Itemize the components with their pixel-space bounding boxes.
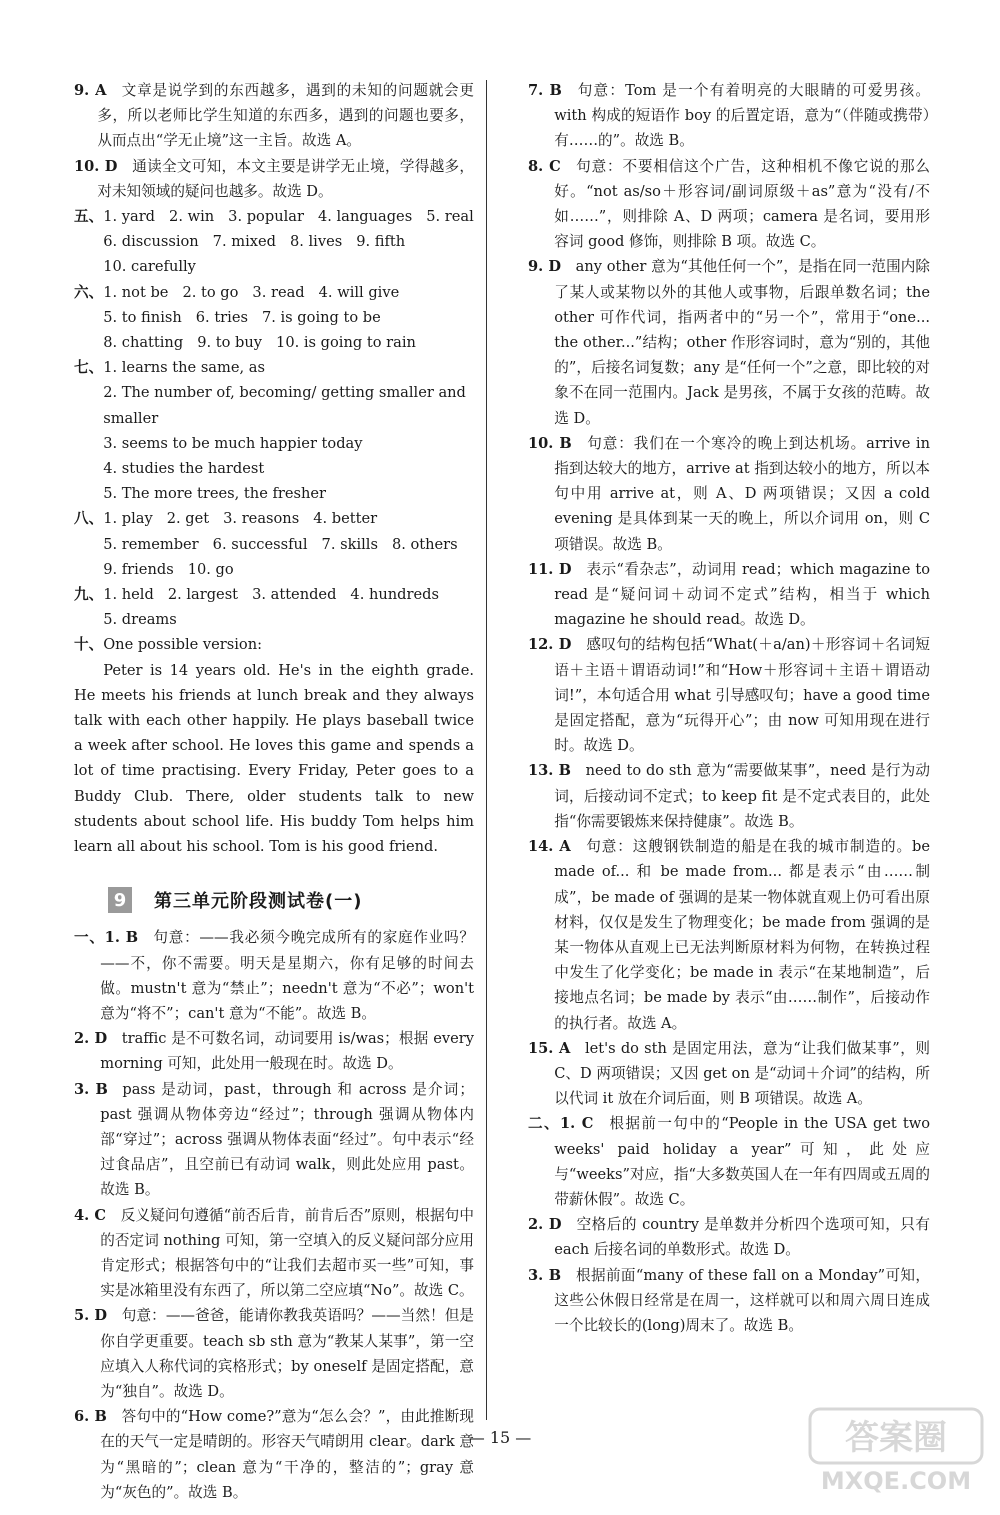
answer-word: 5. real (426, 208, 474, 226)
answer-label: 10. D (74, 157, 118, 175)
answer-explanation: 答句中的“How come?”意为“怎么会？”，由此推断现在的天气一定是晴朗的。形容天气晴朗用 clear。dark 意为“黑暗的”；clean 意为“干净的，整洁的”；gray 意为“灰色的”。故选 B。 (100, 1408, 475, 1501)
section-label: 五、 (74, 208, 104, 226)
answer-word: 1. not be (103, 283, 169, 301)
answer-item (528, 758, 930, 834)
section-label: 九、 (74, 586, 104, 604)
answer-explanation: 通读全文可知，本文主要是讲学无止境，学得越多，对未知领域的疑问也越多。故选 D。 (97, 157, 474, 200)
answer-word: 4. will give (318, 283, 400, 301)
answer-explanation: need to do sth 意为“需要做某事”，need 是行为动词，后接动词不定式；to keep fit 是不定式表目的，此处指“你需要锻炼来保持健康”。故选 B。 (554, 762, 930, 830)
answer-explanation: 句意：——我必须今晚完成所有的家庭作业吗？——不，你不需要。明天是星期六，你有足够的时间去做。mustn't 意为“禁止”；needn't 意为“不必”；won't 意为“将不”；can't 意为“不能”。故选 B。 (100, 929, 474, 1022)
answer-label: 9. A (74, 82, 107, 99)
answer-word: 6. discussion (103, 233, 199, 251)
answer-word: 7. is going to be (261, 308, 381, 326)
answer-word: 2. to go (182, 283, 239, 301)
answer-word: 9. friends (103, 560, 174, 578)
answer-word: 3. popular (228, 208, 304, 226)
answer-word: 7. skills (321, 535, 378, 553)
answer-word: 1. learns the same, as (103, 359, 265, 377)
answer-label: 2. D (528, 1216, 562, 1234)
answer-word: 3. attended (252, 586, 337, 604)
answer-section (74, 280, 474, 356)
answer-label: 二、1. C (528, 1115, 594, 1133)
answer-word: 1. yard (103, 208, 156, 226)
answer-explanation: 表示“看杂志”，动词用 read；which magazine to read 是“疑问词＋动词不定式”结构，相当于 which magazine he should read。故选 D。 (554, 560, 930, 629)
answer-word: 4. hundreds (350, 586, 439, 604)
answer-item (74, 925, 474, 1026)
answer-word: 10. carefully (103, 258, 196, 276)
answer-word: 6. successful (212, 535, 308, 553)
unit-title: 第三单元阶段测试卷(一) (154, 891, 363, 913)
answer-label: 6. B (74, 1408, 107, 1426)
answer-item (74, 78, 474, 154)
answer-word: 5. dreams (103, 611, 177, 629)
answer-label: 2. D (74, 1030, 108, 1048)
answer-word: 3. seems to be much happier today (103, 434, 363, 452)
answer-word: 6. tries (195, 308, 248, 326)
watermark-logo (806, 1405, 986, 1497)
answer-item (74, 1026, 474, 1076)
answer-item (528, 632, 930, 758)
answer-section (74, 355, 474, 506)
answer-label: 12. D (528, 636, 572, 654)
answer-label: 15. A (528, 1039, 571, 1057)
answer-label: 13. B (528, 762, 572, 780)
watermark-top: 答案圈 (845, 1418, 947, 1458)
answer-word: 4. studies the hardest (103, 460, 265, 478)
answer-explanation: 句意：Tom 是一个有着明亮的大眼睛的可爱男孩。with 构成的短语作 boy 的后置定语，意为“（伴随或携带）有……的”。故选 B。 (554, 82, 930, 150)
answer-word: 5. remember (103, 535, 199, 553)
answer-label: 14. A (528, 838, 571, 856)
unit-heading (108, 887, 474, 913)
answer-explanation: 根据前面“many of these fall on a Monday”可知，这些公休假日经常是在周一，这样就可以和周六周日连成一个比较长的(long)周末了。故选 B。 (554, 1266, 930, 1334)
answer-word: 2. largest (167, 586, 239, 604)
answer-item (528, 1111, 930, 1212)
answer-item (74, 1203, 474, 1304)
answer-word: 2. get (166, 510, 210, 528)
answer-item (74, 1077, 474, 1203)
answer-word: 4. languages (317, 208, 413, 226)
answer-explanation: 反义疑问句遵循“前否后肯，前肯后否”原则，根据句中的否定词 nothing 可知，第一空填入的反义疑问部分应用肯定形式；根据答句中的“让我们去超市买一些”可知，事实是冰箱里没有东西了，所以第二空应填“No”。故选 C。 (100, 1206, 474, 1300)
essay-body: Peter is 14 years old. He's in the eighth grade. He meets his friends at lunch break and they always talk with each other happily. He plays baseball twice a week after school. He loves this game and spends a lot of time practising. Every Friday, Peter goes to a Buddy Club. There, older students talk to new students about school life. His buddy Tom helps him learn all about his school. Tom is his good friend. (74, 661, 474, 856)
answer-explanation: 句意：不要相信这个广告，这种相机不像它说的那么好。“not as/so＋形容词/副词原级＋as”意为“没有/不如……”，则排除 A、D 两项；camera 是名词，要用形容词 good 修饰，则排除 B 项。故选 C。 (554, 157, 930, 251)
answer-label: 9. D (528, 258, 562, 276)
answer-item (74, 1404, 474, 1505)
unit-number-badge: 9 (108, 887, 132, 913)
answer-item (528, 557, 930, 633)
right-column (528, 78, 930, 1338)
answer-section (74, 506, 474, 582)
answer-word: 3. read (252, 283, 305, 301)
answer-word: 1. play (103, 510, 153, 528)
section-label: 六、 (74, 283, 104, 301)
answer-section (74, 204, 474, 280)
answer-explanation: 空格后的 country 是单数并分析四个选项可知，只有 each 后接名词的单数形式。故选 D。 (554, 1216, 930, 1259)
answer-item (528, 154, 930, 255)
answer-word: 3. reasons (223, 510, 300, 528)
answer-word: 5. to finish (103, 308, 182, 326)
answer-explanation: 句意：——爸爸，能请你教我英语吗？——当然！但是你自学更重要。teach sb sth 意为“教某人某事”，第一空应填入人称代词的宾格形式；by oneself 是固定搭配，意为“独自”。故选 D。 (100, 1307, 474, 1400)
answer-word: 2. win (169, 208, 215, 226)
answer-explanation: pass 是动词，past，through 和 across 是介词；past 强调从物体旁边“经过”；through 强调从物体内部“穿过”；across 强调从物体表面“经过”。句中表示“经过食品店”，且空前已有动词 walk，则此处应用 past。故选 B。 (100, 1080, 474, 1199)
answer-word: 8. chatting (103, 334, 184, 352)
answer-word: 10. is going to rain (276, 334, 416, 352)
answer-item (528, 1212, 930, 1262)
answer-explanation: 句意：这艘钢铁制造的船是在我的城市制造的。be made of... 和 be made from... 都是表示“由……制成”，be made of 强调的是某一物体就直观上仍可看出原材料，仅仅是发生了物理变化；be made from 强调的是某一物体从直观上已无法判断原材料为何物，在转换过程中发生了化学变化；be made in 表示“在某地制造”，后接地点名词；be made by 表示“由……制作”，后接动作的执行者。故选 A。 (554, 838, 930, 1032)
answer-word: 9. fifth (356, 233, 406, 251)
answer-label: 4. C (74, 1206, 107, 1224)
answer-item (528, 431, 930, 557)
answer-word: 1. held (103, 586, 154, 604)
answer-item (74, 154, 474, 204)
answer-label: 10. B (528, 434, 572, 452)
section-label: 十、 (74, 636, 104, 654)
answer-explanation: 文章是说学到的东西越多，遇到的未知的问题就会更多，所以老师比学生知道的东西多，遇到的问题也要多，从而点出“学无止境”这一主旨。故选 A。 (97, 82, 474, 150)
answer-item (528, 1036, 930, 1112)
answer-explanation: traffic 是不可数名词，动词要用 is/was；根据 every morning 可知，此处用一般现在时。故选 D。 (100, 1030, 474, 1073)
answer-section (74, 582, 474, 632)
answer-label: 11. D (528, 560, 572, 578)
essay-section (74, 632, 474, 859)
page-number: — 15 — (468, 1428, 532, 1447)
answer-word: 4. better (313, 510, 378, 528)
answer-label: 一、1. B (74, 929, 139, 947)
answer-item (528, 78, 930, 154)
essay-intro: One possible version: (103, 636, 263, 654)
answer-label: 7. B (528, 82, 562, 99)
answer-word: 8. others (391, 535, 458, 553)
answer-word: 5. The more trees, the fresher (103, 485, 326, 503)
watermark-bottom: MXQE.COM (820, 1467, 972, 1495)
answer-item (528, 254, 930, 430)
section-label: 八、 (74, 510, 104, 528)
answer-word: 7. mixed (212, 233, 276, 251)
answer-explanation: any other 意为“其他任何一个”，是指在同一范围内除了某人或某物以外的其他人或事物，后跟单数名词；the other 可作代词，指两者中的“另一个”，常用于“one... the other...”结构；other 作形容词时，意为“别的，其他的”，后接名词复数；any 是“任何一个”之意，即比较的对象不在同一范围内。Jack 是男孩，不属于女孩的范畴。故选 D。 (554, 258, 930, 427)
answer-label: 5. D (74, 1307, 108, 1325)
answer-word: 10. go (187, 560, 234, 578)
answer-word: 2. The number of, becoming/ getting smaller and smaller (103, 384, 466, 427)
answer-word: 9. to buy (197, 334, 263, 352)
column-divider (486, 80, 487, 1420)
answer-label: 3. B (528, 1266, 562, 1284)
answer-explanation: 感叹句的结构包括“What(＋a/an)＋形容词＋名词短语＋主语＋谓语动词!”和“How＋形容词＋主语＋谓语动词!”，本句适合用 what 引导感叹句；have a good time 是固定搭配，意为“玩得开心”；由 now 可知用现在进行时。故选 D。 (554, 636, 930, 755)
answer-item (74, 1303, 474, 1404)
section-label: 七、 (74, 359, 104, 377)
answer-label: 3. B (74, 1080, 108, 1098)
answer-label: 8. C (528, 157, 561, 175)
answer-item (528, 1263, 930, 1339)
answer-item (528, 834, 930, 1036)
answer-explanation: 根据前一句中的“People in the USA get two weeks' paid holiday a year”可知，此处应与“weeks”对应，指“大多数英国人在一年有四周或五周的带薪休假”。故选 C。 (554, 1115, 930, 1208)
answer-word: 8. lives (289, 233, 343, 251)
left-column (74, 78, 474, 1505)
answer-explanation: let's do sth 是固定用法，意为“让我们做某事”，则 C、D 两项错误；又因 get on 是“动词＋介词”的结构，所以代词 it 放在介词后面，则 B 项错误。故选 A。 (554, 1039, 931, 1108)
answer-explanation: 句意：我们在一个寒冷的晚上到达机场。arrive in 指到达较大的地方，arrive at 指到达较小的地方，所以本句中用 arrive at，则 A、D 两项错误；又因 a cold evening 是具体到某一天的晚上，所以介词用 on，则 C 项错误。故选 B。 (554, 434, 930, 553)
